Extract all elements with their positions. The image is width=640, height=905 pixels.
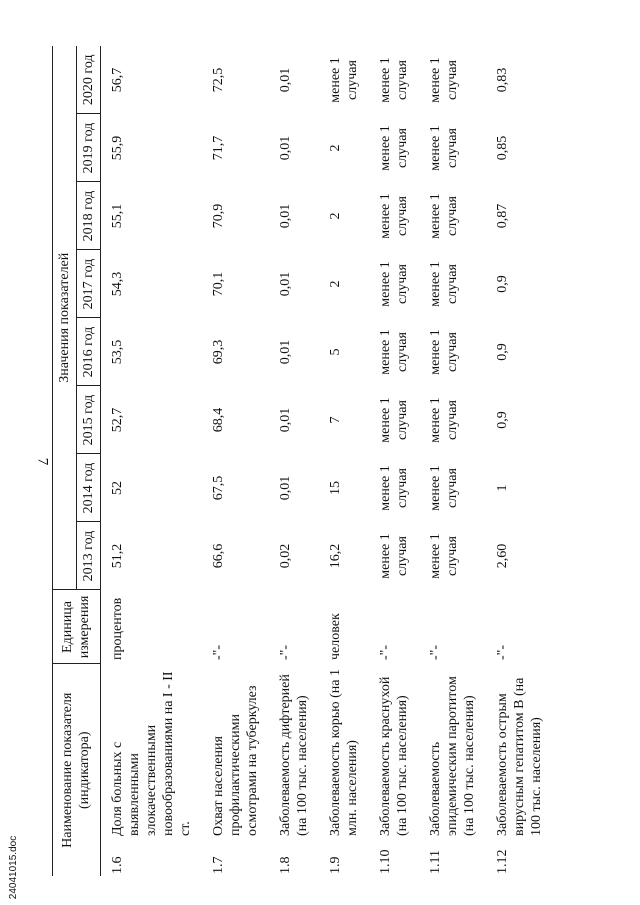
value-cell: 52 xyxy=(110,481,125,495)
value-cell: 0,02 xyxy=(278,543,293,569)
header-row-top xyxy=(53,46,77,876)
indicator-name: Заболеваемость острым вирусным гепатитом В (на 100 тыс. населения) xyxy=(495,677,544,836)
row-number: 1.6 xyxy=(110,856,125,874)
value-cell: 16,2 xyxy=(328,543,343,569)
header-year: 2015 год xyxy=(77,386,101,454)
value-cell: 54,3 xyxy=(110,271,125,297)
value-cell: 0,01 xyxy=(278,475,293,501)
indicator-name: Охват населения профилактическими осмотрами на туберкулез xyxy=(211,685,260,836)
row-number: 1.11 xyxy=(428,850,443,874)
value-cell: 68,4 xyxy=(211,407,226,433)
value-cell: 2 xyxy=(328,280,343,288)
unit-cell: процентов xyxy=(110,597,125,660)
value-cell: 55,1 xyxy=(110,203,125,229)
table-header xyxy=(53,46,101,876)
unit-cell: человек xyxy=(328,613,343,660)
value-cell: 51,2 xyxy=(110,543,125,569)
value-cell: 0,87 xyxy=(495,203,510,229)
value-cell: менее 1 случая xyxy=(428,465,460,511)
header-name: Наименование показателя (индикатора) xyxy=(53,664,101,876)
header-year: 2014 год xyxy=(77,454,101,522)
indicator-name: Заболеваемость краснухой (на 100 тыс. населения) xyxy=(378,676,410,836)
unit-cell: -"- xyxy=(495,644,510,660)
value-cell: 2 xyxy=(328,212,343,220)
header-unit: Единица измерения xyxy=(53,590,101,664)
unit-cell: -"- xyxy=(278,644,293,660)
value-cell: менее 1 случая xyxy=(378,193,410,239)
value-cell: 70,9 xyxy=(211,203,226,229)
value-cell: 53,5 xyxy=(110,339,125,365)
value-cell: менее 1 случая xyxy=(428,533,460,579)
table-body xyxy=(101,46,546,876)
value-cell: менее 1 случая xyxy=(428,193,460,239)
value-cell: 0,01 xyxy=(278,67,293,93)
indicator-name: Заболеваемость эпидемическим паротитом (на 100 тыс. населения) xyxy=(428,676,477,836)
rotated-table-container xyxy=(52,42,614,876)
table-row xyxy=(311,46,361,876)
value-cell: 72,5 xyxy=(211,67,226,93)
table-row xyxy=(411,46,478,876)
value-cell: 67,5 xyxy=(211,475,226,501)
value-cell: 2,60 xyxy=(495,543,510,569)
row-number: 1.8 xyxy=(278,856,293,874)
table-row xyxy=(478,46,545,876)
row-number: 1.9 xyxy=(328,856,343,874)
value-cell: менее 1 случая xyxy=(378,465,410,511)
value-cell: 55,9 xyxy=(110,135,125,161)
document-code: 24041015.doc xyxy=(8,835,20,900)
indicator-name: Заболеваемость корью (на 1 млн. населения) xyxy=(328,669,360,836)
table-row xyxy=(261,46,311,876)
value-cell: 66,6 xyxy=(211,543,226,569)
indicator-name: Заболеваемость дифтерией (на 100 тыс. населения) xyxy=(278,674,310,836)
header-year: 2017 год xyxy=(77,250,101,318)
header-year: 2013 год xyxy=(77,522,101,590)
value-cell: менее 1 случая xyxy=(378,329,410,375)
value-cell: 0,01 xyxy=(278,271,293,297)
value-cell: 71,7 xyxy=(211,135,226,161)
value-cell: 0,85 xyxy=(495,135,510,161)
page-number: 7 xyxy=(34,457,51,466)
unit-cell: -"- xyxy=(428,644,443,660)
value-cell: менее 1 случая xyxy=(378,57,410,103)
header-year: 2019 год xyxy=(77,114,101,182)
table-row xyxy=(194,46,261,876)
table-row xyxy=(361,46,411,876)
value-cell: менее 1 случая xyxy=(378,125,410,171)
value-cell: 70,1 xyxy=(211,271,226,297)
value-cell: 15 xyxy=(328,481,343,495)
value-cell: 0,01 xyxy=(278,203,293,229)
value-cell: 5 xyxy=(328,348,343,356)
value-cell: менее 1 случая xyxy=(378,533,410,579)
value-cell: 0,83 xyxy=(495,67,510,93)
header-year: 2018 год xyxy=(77,182,101,250)
value-cell: менее 1 случая xyxy=(378,261,410,307)
value-cell: 0,01 xyxy=(278,339,293,365)
table-wrapper xyxy=(52,42,614,876)
indicators-table xyxy=(52,46,545,876)
value-cell: 0,9 xyxy=(495,411,510,429)
row-number: 1.12 xyxy=(495,849,510,874)
row-number: 1.10 xyxy=(378,849,393,874)
value-cell: 0,01 xyxy=(278,135,293,161)
value-cell: менее 1 случая xyxy=(428,329,460,375)
value-cell: 56,7 xyxy=(110,67,125,93)
value-cell: 0,01 xyxy=(278,407,293,433)
value-cell: 2 xyxy=(328,144,343,152)
value-cell: 0,9 xyxy=(495,343,510,361)
table-row xyxy=(101,46,195,876)
unit-cell: -"- xyxy=(211,644,226,660)
indicator-name: Доля больных с выявленными злокачественными новообразованиями на I - II ст. xyxy=(110,671,193,836)
header-year: 2020 год xyxy=(77,46,101,114)
value-cell: 0,9 xyxy=(495,275,510,293)
value-cell: менее 1 случая xyxy=(378,397,410,443)
unit-cell: -"- xyxy=(378,644,393,660)
header-year: 2016 год xyxy=(77,318,101,386)
value-cell: менее 1 случая xyxy=(428,397,460,443)
row-number: 1.7 xyxy=(211,856,226,874)
value-cell: 7 xyxy=(328,416,343,424)
header-values-group: Значения показателей xyxy=(53,46,77,590)
value-cell: менее 1 случая xyxy=(428,57,460,103)
value-cell: менее 1 случая xyxy=(328,57,360,103)
value-cell: менее 1 случая xyxy=(428,125,460,171)
value-cell: 1 xyxy=(495,484,510,492)
value-cell: 52,7 xyxy=(110,407,125,433)
value-cell: 69,3 xyxy=(211,339,226,365)
value-cell: менее 1 случая xyxy=(428,261,460,307)
